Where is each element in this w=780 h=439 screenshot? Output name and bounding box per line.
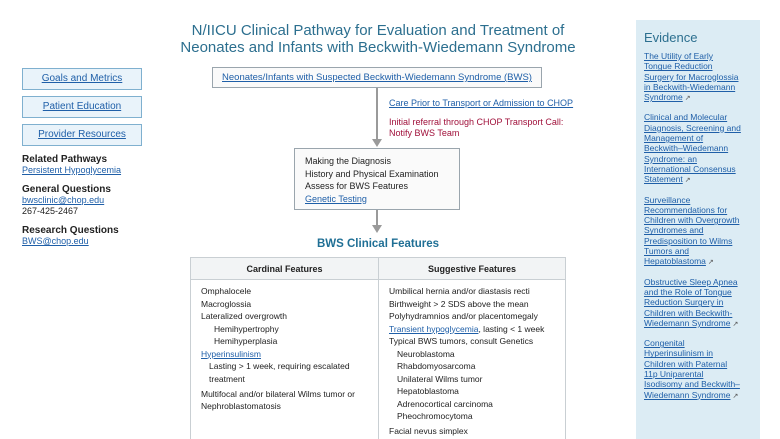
cardinal-item: Macroglossia [201,298,252,309]
diagnosis-line1: Making the Diagnosis [305,156,392,166]
tumor-item: Rhabdomyosarcoma [397,361,476,371]
evidence-line: Children with Beckwith- [644,307,733,318]
cardinal-item: Multifocal and/or bilateral Wilms tumor or [201,388,355,399]
evidence-line: Tongue Reduction [644,61,713,72]
evidence-line: Hepatoblastoma [644,256,706,267]
page-title-line2: Neonates and Infants with Beckwith-Wiedemann Syndrome [180,39,576,56]
suggestive-item: Facial nevus simplex [389,426,468,436]
evidence-link-surveillance[interactable] [644,195,752,269]
evidence-line: International Consensus [644,163,736,174]
cardinal-item: Lateralized overgrowth [201,311,287,321]
cardinal-subitem: Hemihyperplasia [214,336,278,346]
transport-notes [389,98,573,139]
external-link-icon: ↗ [707,259,714,267]
external-link-icon: ↗ [684,177,691,185]
diagnosis-box [294,148,460,210]
tumor-item: Unilateral Wilms tumor [397,373,483,384]
evidence-line: Predisposition to Wilms [644,235,733,246]
evidence-line: Syndrome [644,92,683,103]
cardinal-item: Omphalocele [201,286,252,296]
evidence-line: Syndromes and [644,225,704,236]
transient-hypoglycemia-link[interactable]: Transient hypoglycemia [389,323,479,334]
evidence-line: Statement [644,174,683,185]
general-questions-heading: General Questions [22,184,111,195]
goals-metrics-label: Goals and Metrics [41,73,123,84]
flow-arrow-down-icon-2 [372,225,382,233]
general-phone: 267-425-2467 [22,206,79,216]
evidence-line: Congenital [644,338,685,349]
evidence-line: Children with Overgrowth [644,215,740,226]
evidence-line: 11p Uniparental [644,369,704,380]
flow-arrow-down-icon [372,139,382,147]
referral-line1: Initial referral through CHOP Transport Call: [389,117,564,127]
suggestive-item: Birthweight > 2 SDS above the mean [389,298,529,309]
evidence-line: Surveillance [644,194,691,205]
evidence-line: Syndrome: an [644,153,697,164]
referral-line2: Notify BWS Team [389,128,460,138]
tumor-item: Adrenocortical carcinoma [397,398,493,409]
suggestive-item: Polyhydramnios and/or placentomegaly [389,311,538,321]
evidence-link-consensus[interactable] [644,112,752,186]
evidence-line: Hyperinsulinism in [644,348,713,359]
patient-education-button[interactable] [22,96,142,118]
evidence-line: Management of [644,133,704,144]
external-link-icon: ↗ [732,392,739,400]
suspected-bws-box[interactable] [212,67,542,88]
genetic-testing-link[interactable]: Genetic Testing [305,193,367,204]
flow-connector-line [376,88,378,142]
cardinal-item: Nephroblastomatosis [201,401,281,411]
patient-education-label: Patient Education [42,101,122,112]
evidence-line: Wiedemann Syndrome [644,389,731,400]
features-table [190,257,566,439]
suggestive-header: Suggestive Features [379,258,565,280]
cardinal-header: Cardinal Features [191,258,378,280]
evidence-link-hyperinsulinism[interactable] [644,338,752,402]
evidence-line: Recommendations for [644,204,728,215]
diagnosis-line2: History and Physical Examination [305,168,439,179]
diagnosis-line3: Assess for BWS Features [305,181,409,191]
evidence-line: Wiedemann Syndrome [644,317,731,328]
evidence-line: Isodisomy and Beckwith– [644,379,740,390]
page-title [150,22,606,56]
bwsclinic-email-link[interactable]: bwsclinic@chop.edu [22,195,105,205]
cardinal-subitem: treatment [209,373,245,384]
suggestive-column [379,258,565,439]
research-questions-heading: Research Questions [22,225,119,236]
provider-resources-button[interactable] [22,124,142,146]
bws-research-email-link[interactable]: BWS@chop.edu [22,236,89,246]
evidence-line: Children with Paternal [644,358,728,369]
evidence-link-tongue-reduction[interactable] [644,51,752,104]
tumor-item: Pheochromocytoma [397,411,473,421]
goals-metrics-button[interactable] [22,68,142,90]
external-link-icon: ↗ [732,320,739,328]
evidence-line: in Beckwith-Wiedemann [644,81,736,92]
evidence-line: Obstructive Sleep Apnea [644,276,738,287]
care-prior-transport-link[interactable]: Care Prior to Transport or Admission to CHOP [389,98,574,108]
left-sidebar [22,68,152,255]
evidence-panel [636,20,760,439]
tumor-item: Hepatoblastoma [397,386,459,396]
evidence-line: Diagnosis, Screening and [644,122,741,133]
tumor-item: Neuroblastoma [397,348,455,359]
suggestive-item [389,324,557,335]
evidence-title: Evidence [644,30,698,45]
evidence-line: and the Role of Tongue [644,286,732,297]
cardinal-subitem: Lasting > 1 week, requiring escalated [209,361,350,371]
evidence-line: Reduction Surgery in [644,297,724,308]
transient-rest: , lasting < 1 week [478,323,545,334]
evidence-line: Surgery for Macroglossia [644,71,739,82]
external-link-icon: ↗ [684,95,691,103]
hyperinsulinism-link[interactable]: Hyperinsulinism [201,348,261,359]
evidence-line: Beckwith–Wiedemann [644,143,729,154]
suggestive-item: Umbilical hernia and/or diastasis recti [389,286,530,296]
evidence-line: The Utility of Early [644,51,713,61]
suspected-bws-link[interactable]: Neonates/Infants with Suspected Beckwith-Wiedemann Syndrome (BWS) [222,72,532,83]
suggestive-item: Typical BWS tumors, consult Genetics [389,336,534,346]
related-pathways-heading: Related Pathways [22,154,108,165]
page-title-line1: N/IICU Clinical Pathway for Evaluation and Treatment of [191,22,565,39]
evidence-line: Tumors and [644,246,690,257]
cardinal-subitem: Hemihypertrophy [214,323,279,334]
provider-resources-label: Provider Resources [38,129,126,140]
cardinal-column [191,258,379,439]
features-title: BWS Clinical Features [316,238,440,250]
evidence-link-sleep-apnea[interactable] [644,277,752,330]
evidence-line: Clinical and Molecular [644,112,728,123]
persistent-hypoglycemia-link[interactable]: Persistent Hypoglycemia [22,165,122,175]
